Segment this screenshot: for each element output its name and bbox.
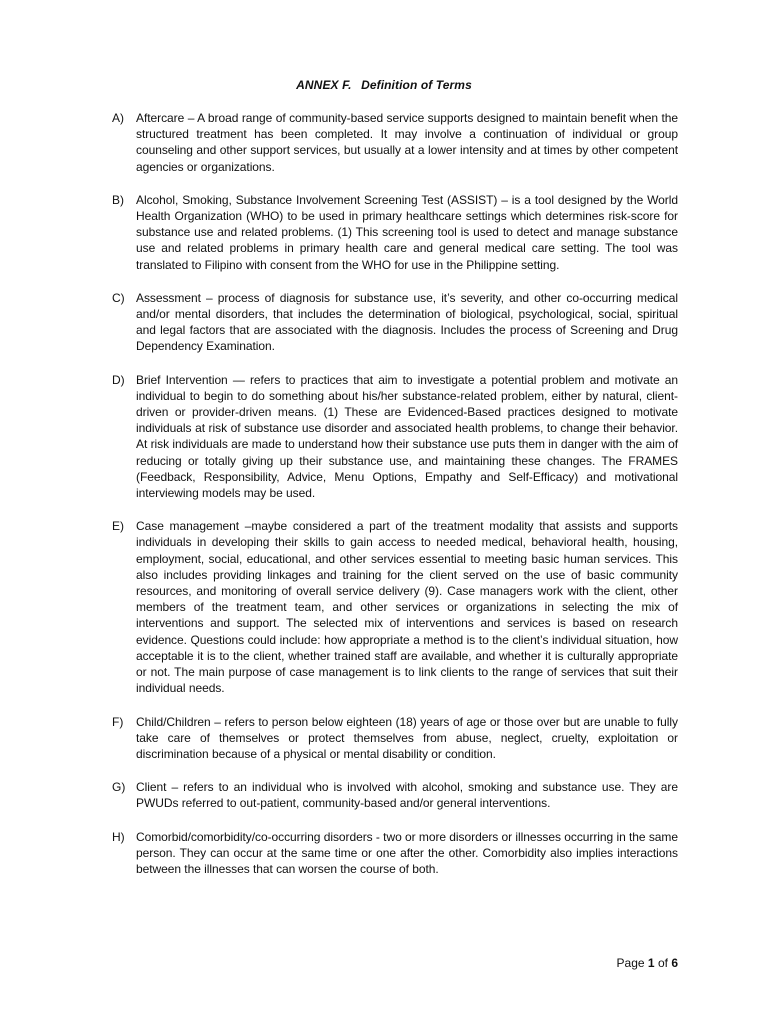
term-letter: G) (112, 780, 126, 795)
term-assessment (112, 290, 678, 355)
term-aftercare (112, 110, 678, 175)
term-letter: C) (112, 290, 125, 305)
term-text: Comorbid/comorbidity/co-occurring disorders - two or more disorders or illnesses occurring in the same person. They can occur at the same time or one after the other. Comorbidity also implies interactions between the illnesses that can worsen the course of both. (136, 829, 678, 876)
term-child (112, 714, 678, 763)
page-number: 1 (647, 956, 655, 970)
term-text: Client – refers to an individual who is involved with alcohol, smoking and substance use. They are PWUDs referred to out-patient, community-based and/or general interventions. (136, 780, 678, 811)
term-text: Assessment – process of diagnosis for substance use, it’s severity, and other co-occurring medical and/or mental disorders, that includes the determination of biological, psychological, social, spiritual and legal factors that are associated with the diagnosis. Includes the process of Screening and Drug Dependency Examination. (136, 290, 678, 354)
page-footer (617, 956, 678, 970)
term-text: Child/Children – refers to person below eighteen (18) years of age or those over but are unable to fully take care of themselves or protect themselves from abuse, neglect, cruelty, exploitation or discrimination because of a physical or mental disability or condition. (136, 714, 678, 761)
annex-subtitle: Definition of Terms (361, 78, 472, 92)
page-title (0, 78, 768, 92)
term-letter: F) (112, 714, 124, 729)
term-case-management (112, 518, 678, 696)
term-text: Case management –maybe considered a part of the treatment modality that assists and supports individuals in developing their skills to gain access to needed medical, behavioral health, housing, employment, social, educational, and other services essential to meeting basic human services. This also includes providing linkages and training for the client served on the use of basic community resources, and monitoring of overall service delivery (9). Case managers work with the client, other members of the treatment team, and other services or organizations in selecting the mix of interventions and support. The selected mix of interventions and services is based on research evidence. Questions could include: how appropriate a method is to the client’s individual situation, how acceptable it is to the client, whether trained staff are available, and whether it is culturally appropriate or not. The main purpose of case management is to link clients to the range of services that suit their individual needs. (136, 519, 678, 696)
term-letter: B) (112, 192, 124, 207)
of-label: of (657, 956, 668, 970)
term-comorbid (112, 829, 678, 878)
term-client (112, 779, 678, 811)
term-assist (112, 192, 678, 273)
definition-list (112, 110, 678, 894)
term-text: Brief Intervention — refers to practices that aim to investigate a potential problem and motivate an individual to begin to do something about his/her substance-related problem, either by natural, client- driven or provider-driven means. (1) These are Evidenced-Based practices designed to motivate individuals at risk of substance use disorder and associated health problems, to change their behavior. At risk individuals are made to understand how their substance use puts them in danger with the aim of reducing or totally giving up their substance use, and maintaining these changes. The FRAMES (Feedback, Responsibility, Advice, Menu Options, Empathy and Self-Efficacy) and motivational interviewing models may be used. (136, 372, 678, 501)
term-letter: E) (112, 519, 124, 534)
term-text: Aftercare – A broad range of community-based service supports designed to maintain benefit when the structured treatment has been completed. It may involve a continuation of individual or group counseling and other support services, but usually at a lower intensity and at times by other competent agencies or organizations. (136, 111, 678, 174)
page-total: 6 (671, 956, 678, 970)
page-label: Page (616, 956, 645, 970)
term-letter: H) (112, 829, 125, 844)
term-letter: D) (112, 372, 125, 387)
term-brief-intervention (112, 372, 678, 502)
term-letter: A) (112, 111, 124, 125)
annex-label: ANNEX F. (296, 78, 352, 92)
term-text: Alcohol, Smoking, Substance Involvement Screening Test (ASSIST) – is a tool designed by the World Health Organization (WHO) to be used in primary healthcare settings which determines risk-score for substance use and related problems. (1) This screening tool is used to detect and manage substance use and related problems in primary health care and general medical care setting. The tool was translated to Filipino with consent from the WHO for use in the Philippine setting. (136, 192, 678, 272)
